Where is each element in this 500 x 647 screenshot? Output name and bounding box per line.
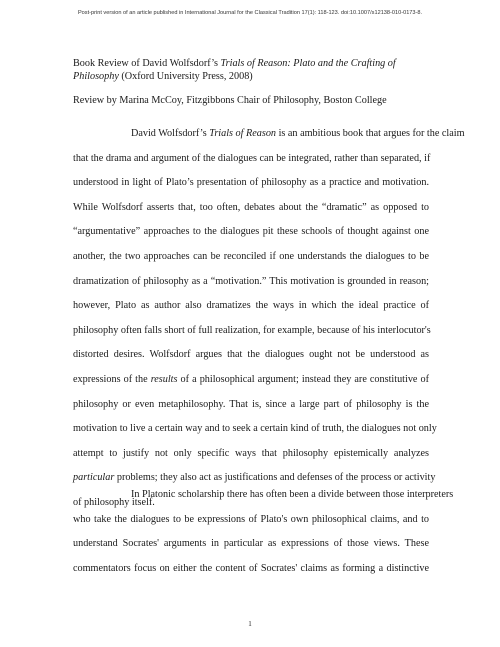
paragraph-line: particular problems; they also act as justifications and defenses of the process or activity (73, 472, 436, 484)
book-title: Trials of Reason: Plato and the Crafting of Philosophy (73, 58, 396, 82)
emphasis-results: results (150, 373, 178, 385)
paragraph-line: who take the dialogues to be expressions of Plato's own philosophical claims, and to (73, 513, 429, 525)
postprint-header-note: Post-print version of an article published in International Journal for the Classical Tradition 17(1): 118-123. doi:10.1007/s12138-010-0173-8. (77, 10, 423, 16)
paragraph-line: another, the two approaches can be reconciled if one understands the dialogues to be (73, 250, 429, 262)
review-title (73, 58, 433, 83)
paragraph-line: expressions of the results of a philosophical argument; instead they are constitutive of (73, 373, 429, 385)
review-title-suffix: (Oxford University Press, 2008) (118, 70, 253, 82)
review-byline: Review by Marina McCoy, Fitzgibbons Chair of Philosophy, Boston College (73, 95, 387, 106)
paragraph-line: that the drama and argument of the dialogues can be integrated, rather than separated, if (73, 152, 431, 164)
paragraph-line: philosophy or even metaphilosophy. That is, since a large part of philosophy is the (73, 398, 429, 410)
paragraph-line: distorted desires. Wolfsdorf argues that the dialogues ought not be understood as (73, 349, 429, 361)
paragraph-line: of philosophy itself. (73, 496, 155, 508)
paragraph-line: dramatization of philosophy as a “motivation.” This motivation is grounded in reason; (73, 275, 429, 287)
paragraph-line: philosophy often falls short of full realization, for example, because of his interlocutor's (73, 324, 431, 336)
paragraph-line: In Platonic scholarship there has often been a divide between those interpreters (131, 489, 454, 500)
paragraph-line: David Wolfsdorf’s Trials of Reason is an ambitious book that argues for the claim (131, 128, 465, 139)
book-title-inline: Trials of Reason (209, 128, 277, 139)
page-number: 1 (248, 620, 252, 628)
paragraph-line: attempt to justify not only specific ways that philosophy epistemically analyzes (73, 447, 429, 459)
paragraph-line: motivation to live a certain way and to seek a certain kind of truth, the dialogues not only (73, 423, 437, 435)
paragraph-line: however, Plato as author also dramatizes the ways in which the ideal practice of (73, 300, 429, 312)
paragraph-2 (73, 489, 454, 587)
paragraph-line: understood in light of Plato’s presentation of philosophy as a practice and motivation. (73, 177, 429, 189)
emphasis-particular: particular (73, 472, 115, 484)
review-title-prefix: Book Review of David Wolfsdorf’s (73, 58, 221, 69)
paragraph-1 (73, 128, 465, 522)
paragraph-line: understand Socrates' arguments in particular as expressions of those views. These (73, 538, 429, 550)
paragraph-line: commentators focus on either the content of Socrates' claims as forming a distinctive (73, 562, 429, 574)
paragraph-line: “argumentative” approaches to the dialogues pit these schools of thought against one (73, 226, 429, 238)
paragraph-line: While Wolfsdorf asserts that, too often, debates about the “dramatic” as opposed to (73, 201, 429, 213)
